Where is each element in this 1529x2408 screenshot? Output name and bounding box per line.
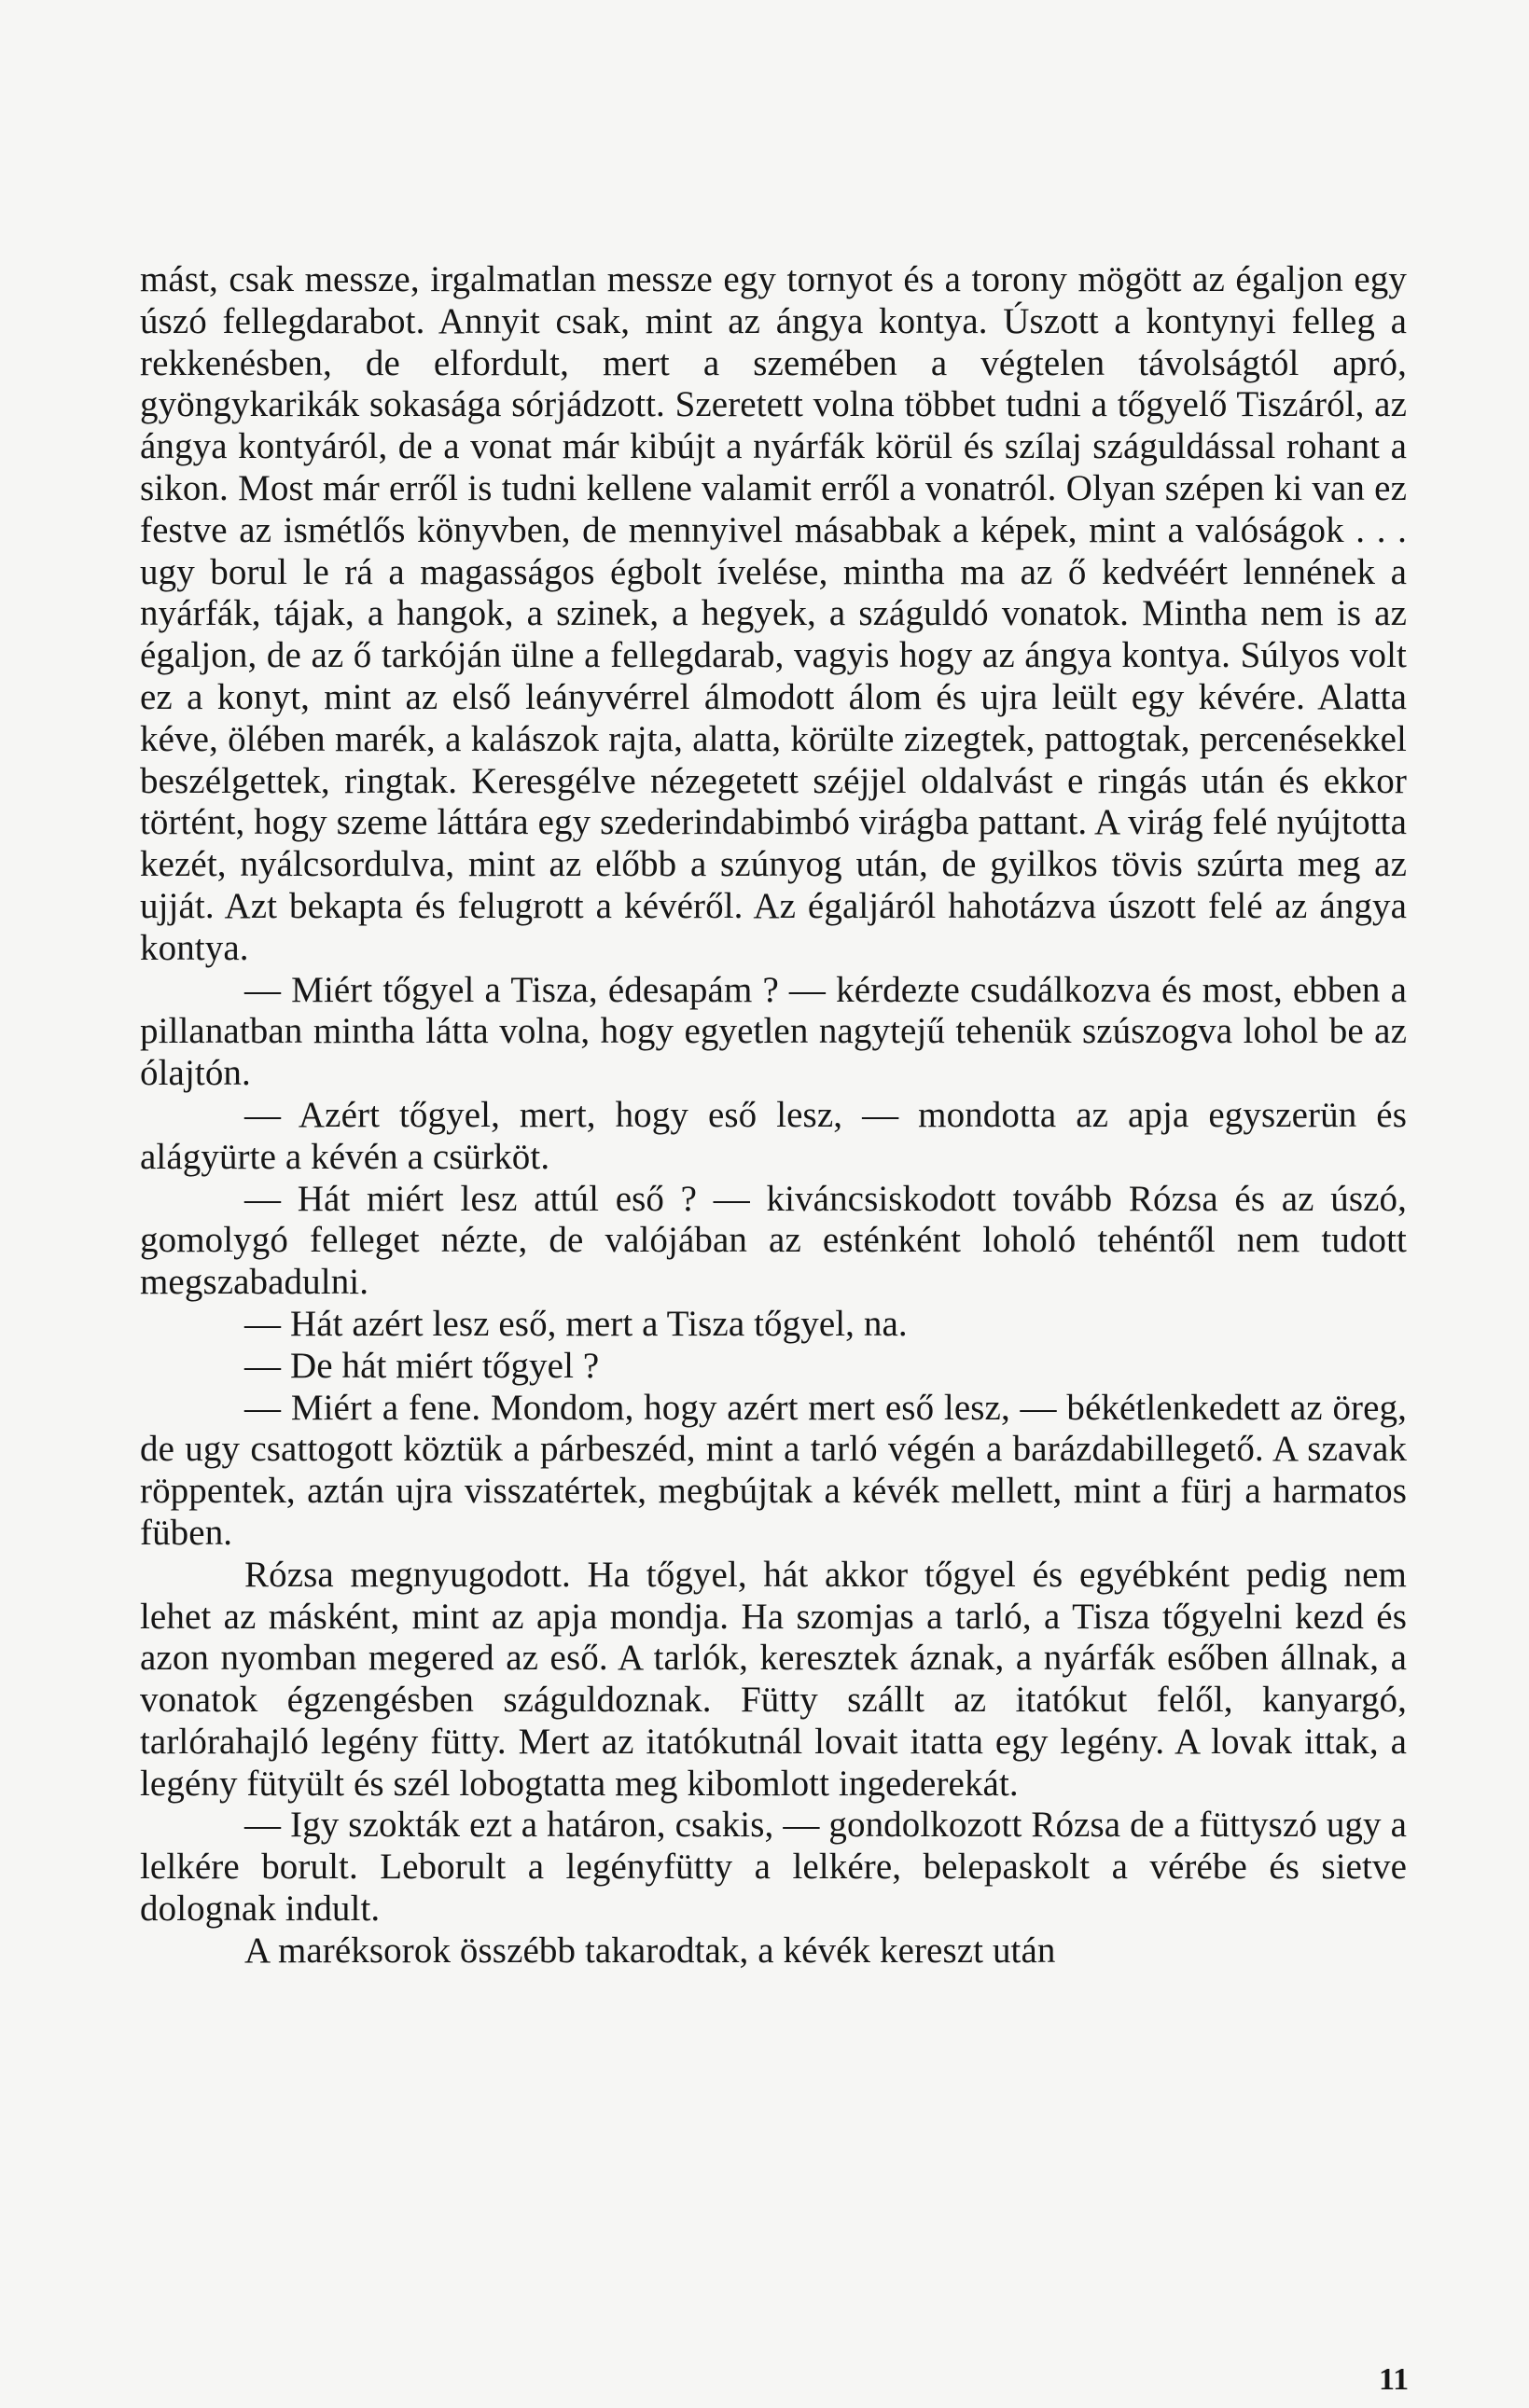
paragraph-dialogue-father-answer: — Azért tőgyel, mert, hogy eső lesz, — mondotta az apja egyszerün és alágyürte a kévén a csürköt.: [140, 1094, 1407, 1177]
page-number: 11: [1379, 2362, 1410, 2397]
paragraph-dialogue-but-why: — De hát miért tőgyel ?: [244, 1345, 600, 1386]
book-page-text: [140, 259, 1407, 1972]
paragraph-dialogue-why-rain: — Hát miért lesz attúl eső ? — kiváncsiskodott tovább Rózsa és az úszó, gomolygó felleget nézte, de valójában az esténként loholó tehéntől nem tudott megszabadulni.: [140, 1178, 1407, 1303]
paragraph-dialogue-old-man: — Miért a fene. Mondom, hogy azért mert eső lesz, — békétlenkedett az öreg, de ugy csattogott köztük a párbeszéd, mint a tarló végén a barázdabillegető. A szavak röppentek, aztán ujra visszatértek, megbújtak a kévék mellett, mint a fürj a harmatos füben.: [140, 1387, 1407, 1553]
paragraph-closing-fragment: A maréksorok összébb takarodtak, a kévék kereszt után: [244, 1930, 1056, 1971]
paragraph-rozsa-calmed: Rózsa megnyugodott. Ha tőgyel, hát akkor tőgyel és egyébként pedig nem lehet az másként, mint az apja mondja. Ha szomjas a tarló, a Tisza tőgyelni kezd és azon nyomban megered az eső. A tarlók, keresztek áznak, a nyárfák esőben állnak, a vonatok égzengésben száguldoznak. Fütty szállt az itatókut felől, kanyargó, tarlórahajló legény fütty. Mert az itatókutnál lovait itatta egy legény. A lovak ittak, a legény fütyült és szél lobogtatta meg kibomlott ingederekát.: [140, 1554, 1407, 1804]
paragraph-dialogue-because-tisza: — Hát azért lesz eső, mert a Tisza tőgyel, na.: [244, 1303, 908, 1344]
paragraph-dialogue-tisza-question: — Miért tőgyel a Tisza, édesapám ? — kérdezte csudálkozva és most, ebben a pillanatban mintha látta volna, hogy egyetlen nagytejű tehenük szúszogva lohol be az ólajtón.: [140, 969, 1407, 1094]
paragraph-opening: mást, csak messze, irgalmatlan messze egy tornyot és a torony mögött az égaljon egy úszó fellegdarabot. Annyit csak, mint az ángya kontya. Úszott a kontynyi felleg a rekkenésben, de elfordult, mert a szemében a végtelen távolságtól apró, gyöngykarikák sokasága sórjádzott. Szeretett volna többet tudni a tőgyelő Tiszáról, az ángya kontyáról, de a vonat már kibújt a nyárfák körül és szílaj száguldással rohant a sikon. Most már erről is tudni kellene valamit erről a vonatról. Olyan szépen ki van ez festve az ismétlős könyvben, de mennyivel másabbak a képek, mint a valóságok . . . ugy borul le rá a magasságos égbolt ívelése, mintha ma az ő kedvéért lennének a nyárfák, tájak, a hangok, a szinek, a hegyek, a száguldó vonatok. Mintha nem is az égaljon, de az ő tarkóján ülne a fellegdarab, vagyis hogy az ángya kontya. Súlyos volt ez a konyt, mint az első leányvérrel álmodott álom és ujra leült egy kévére. Alatta kéve, ölében marék, a kalászok rajta, alatta, körülte zizegtek, pattogtak, percenésekkel beszélgettek, ringtak. Keresgélve nézegetett széjjel oldalvást e ringás után és ekkor történt, hogy szeme láttára egy szederindabimbó virágba pattant. A virág felé nyújtotta kezét, nyálcsordulva, mint az előbb a szúnyog után, de gyilkos tövis szúrta meg az ujját. Azt bekapta és felugrott a kévéről. Az égaljáról hahotázva úszott felé az ángya kontya.: [140, 259, 1407, 968]
paragraph-rozsa-thinking: — Igy szokták ezt a határon, csakis, — gondolkozott Rózsa de a füttyszó ugy a lelkére borult. Leborult a legényfütty a lelkére, belepaskolt a vérébe és sietve dolognak indult.: [140, 1805, 1407, 1930]
